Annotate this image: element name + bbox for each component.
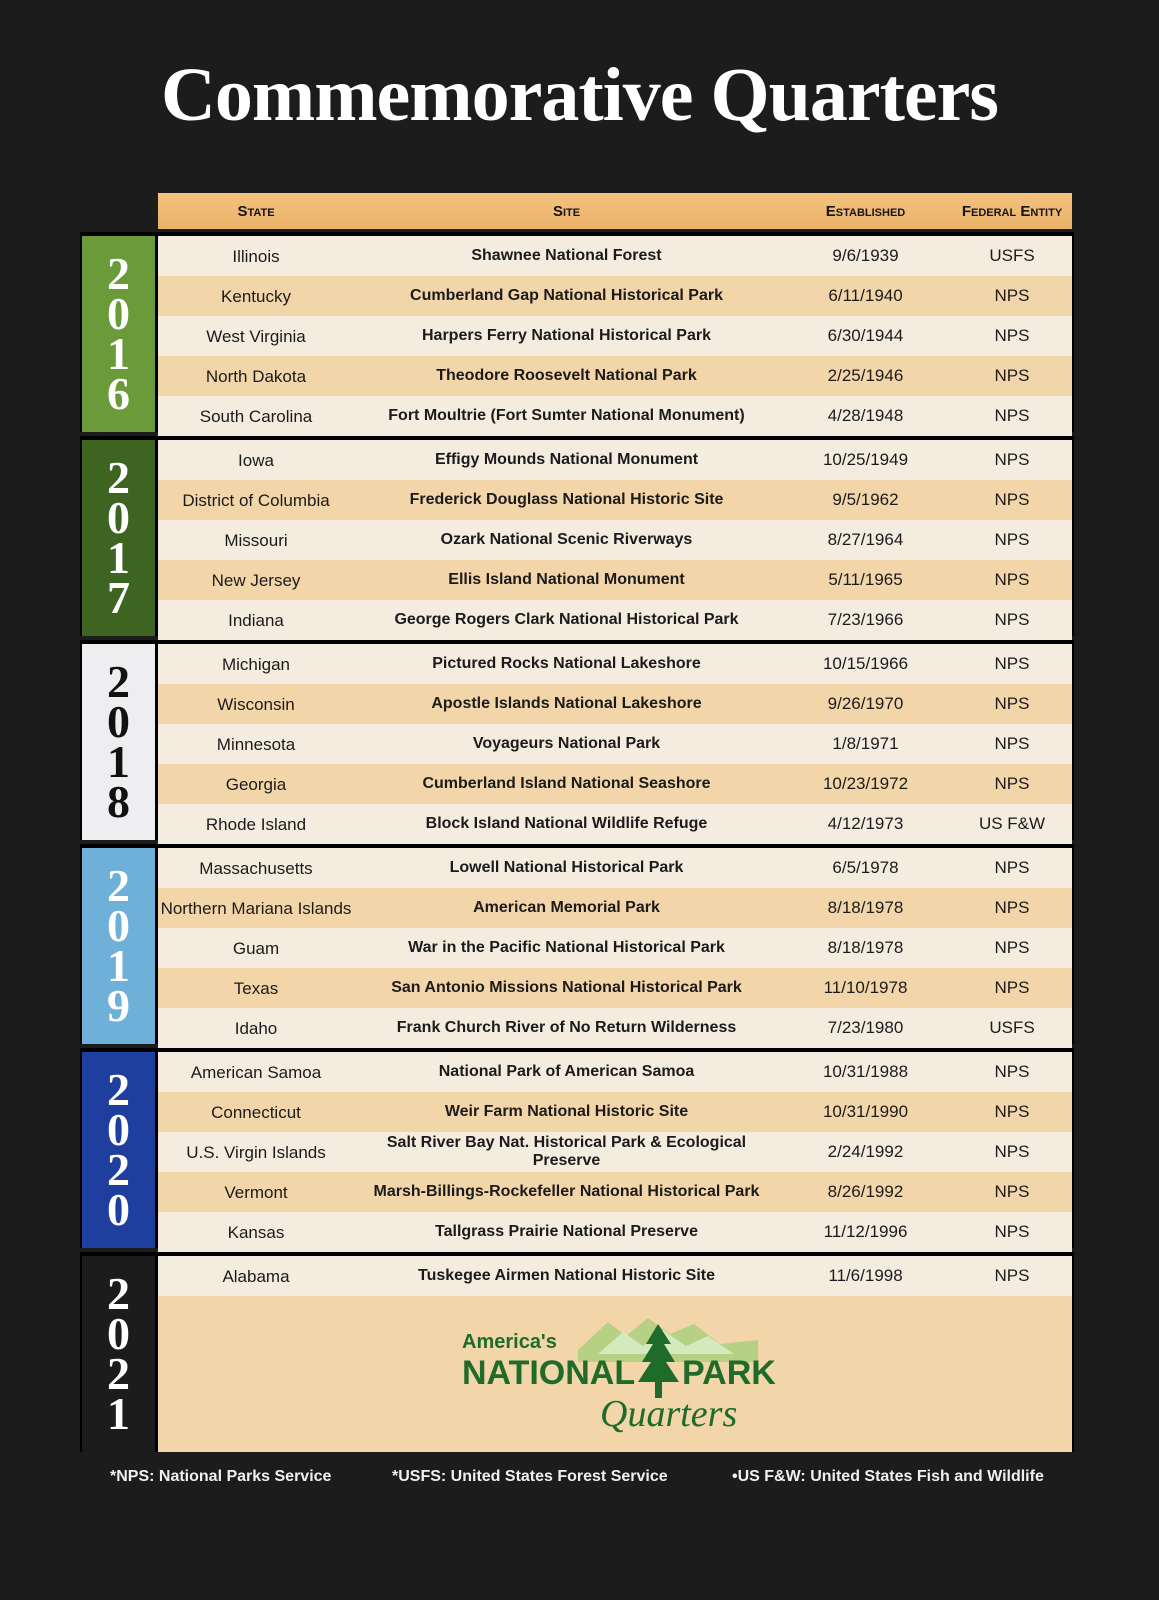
table-row [158, 1172, 1072, 1212]
state-cell: Texas [233, 978, 279, 998]
state-cell: Alabama [222, 1266, 290, 1286]
column-header-state: State [237, 202, 275, 220]
page-title: Commemorative Quarters [161, 53, 998, 137]
table-row [158, 440, 1072, 480]
year-digit: 2 [107, 1144, 130, 1195]
year-digit: 2 [107, 1268, 130, 1319]
table-row [158, 600, 1072, 640]
federal-entity-cell: NPS [994, 1062, 1030, 1081]
site-cell: Marsh-Billings-Rockefeller National Historical Park [373, 1183, 760, 1200]
state-cell: Indiana [228, 610, 284, 630]
federal-entity-cell: NPS [994, 450, 1030, 469]
year-digit: 0 [107, 1184, 130, 1235]
state-cell: Rhode Island [205, 814, 307, 834]
table-row [158, 1212, 1072, 1252]
federal-entity-cell: NPS [994, 1142, 1030, 1161]
site-cell: Weir Farm National Historic Site [444, 1103, 689, 1120]
established-cell: 5/11/1965 [828, 570, 903, 589]
table-row [158, 968, 1072, 1008]
year-label [82, 1256, 155, 1452]
table-row [158, 684, 1072, 724]
table-row [158, 888, 1072, 928]
federal-entity-cell: USFS [989, 246, 1035, 265]
federal-entity-cell: NPS [994, 286, 1030, 305]
site-cell: Ozark National Scenic Riverways [440, 531, 693, 548]
federal-entity-cell: NPS [994, 654, 1030, 673]
state-cell: North Dakota [205, 366, 307, 386]
state-cell: U.S. Virgin Islands [186, 1142, 326, 1162]
site-cell: Lowell National Historical Park [449, 859, 684, 876]
table-row [158, 356, 1072, 396]
state-cell: Wisconsin [217, 694, 295, 714]
established-cell: 1/8/1971 [832, 734, 899, 753]
established-cell: 8/27/1964 [827, 530, 904, 549]
year-group-2019 [80, 844, 1074, 1044]
site-cell: Frank Church River of No Return Wilderness [396, 1019, 737, 1036]
site-cell: Tuskegee Airmen National Historic Site [418, 1267, 715, 1284]
federal-entity-cell: NPS [994, 1222, 1030, 1241]
year-label [82, 440, 155, 636]
table-row [158, 1132, 1072, 1172]
federal-entity-cell: NPS [994, 490, 1030, 509]
table-row [158, 276, 1072, 316]
established-cell: 2/25/1946 [827, 366, 904, 385]
footnote-usfs: *USFS: United States Forest Service [392, 1468, 668, 1485]
site-cell: Salt River Bay Nat. Historical Park & Ecological Preserve [386, 1134, 747, 1169]
federal-entity-cell: USFS [989, 1018, 1035, 1037]
established-cell: 7/23/1966 [827, 610, 904, 629]
federal-entity-cell: NPS [994, 570, 1030, 589]
state-cell: New Jersey [211, 570, 301, 590]
footnotes [0, 1468, 1159, 1492]
state-cell: Iowa [238, 450, 274, 470]
table-row [158, 1092, 1072, 1132]
logo-line2a: NATIONAL [462, 1354, 636, 1392]
year-digit: 1 [107, 532, 130, 583]
federal-entity-cell: NPS [994, 406, 1030, 425]
established-cell: 8/18/1978 [827, 898, 904, 917]
year-digit: 1 [107, 940, 130, 991]
year-digit: 2 [107, 1348, 130, 1399]
table-row [158, 724, 1072, 764]
established-cell: 10/23/1972 [822, 774, 909, 793]
established-cell: 10/31/1990 [822, 1102, 909, 1121]
site-cell: Cumberland Island National Seashore [422, 775, 711, 792]
year-label [82, 236, 155, 432]
row-list [158, 236, 1072, 436]
site-cell: Voyageurs National Park [472, 735, 661, 752]
year-group-2021 [80, 1252, 1074, 1452]
state-cell: District of Columbia [182, 490, 330, 510]
site-cell: Tallgrass Prairie National Preserve [435, 1223, 698, 1240]
row-list [158, 848, 1072, 1048]
row-list [158, 1052, 1072, 1252]
year-group-2018 [80, 640, 1074, 840]
state-cell: Georgia [225, 774, 287, 794]
established-cell: 11/10/1978 [823, 978, 908, 997]
national-park-quarters-logo [458, 1310, 778, 1442]
table-row [158, 928, 1072, 968]
year-label [82, 848, 155, 1044]
federal-entity-cell: NPS [994, 366, 1030, 385]
state-cell: Minnesota [216, 734, 296, 754]
federal-entity-cell: NPS [994, 938, 1030, 957]
year-digit: 0 [107, 1104, 130, 1155]
table-row [158, 644, 1072, 684]
site-cell: Block Island National Wildlife Refuge [425, 815, 708, 832]
federal-entity-cell: NPS [994, 530, 1030, 549]
year-label [82, 1052, 155, 1248]
column-header-federal-entity: Federal Entity [961, 202, 1063, 220]
established-cell: 9/26/1970 [827, 694, 904, 713]
site-cell: Pictured Rocks National Lakeshore [432, 655, 701, 672]
year-digit: 2 [107, 656, 130, 707]
established-cell: 6/30/1944 [827, 326, 904, 345]
established-cell: 4/28/1948 [827, 406, 904, 425]
site-cell: San Antonio Missions National Historical Park [391, 979, 742, 996]
table-row [158, 396, 1072, 436]
federal-entity-cell: NPS [994, 898, 1030, 917]
year-digit: 0 [107, 900, 130, 951]
federal-entity-cell: NPS [994, 1182, 1030, 1201]
site-cell: George Rogers Clark National Historical Park [394, 611, 739, 628]
table-row [158, 480, 1072, 520]
site-cell: Shawnee National Forest [471, 247, 662, 264]
site-cell: Apostle Islands National Lakeshore [431, 695, 702, 712]
federal-entity-cell: NPS [994, 1102, 1030, 1121]
year-digit: 0 [107, 288, 130, 339]
state-cell: Connecticut [211, 1102, 301, 1122]
federal-entity-cell: NPS [994, 1266, 1030, 1285]
year-digit: 0 [107, 1308, 130, 1359]
year-digit: 9 [107, 980, 130, 1031]
table-row [158, 316, 1072, 356]
state-cell: Vermont [224, 1182, 288, 1202]
table-row [158, 764, 1072, 804]
site-cell: War in the Pacific National Historical Park [408, 939, 725, 956]
row-list [158, 440, 1072, 640]
state-cell: Northern Mariana Islands [160, 898, 352, 918]
federal-entity-cell: NPS [994, 734, 1030, 753]
logo-line2b: PARK [682, 1354, 776, 1392]
site-cell: Harpers Ferry National Historical Park [421, 327, 711, 344]
established-cell: 6/11/1940 [828, 286, 903, 305]
state-cell: South Carolina [199, 406, 313, 426]
state-cell: Idaho [234, 1018, 278, 1038]
federal-entity-cell: NPS [994, 326, 1030, 345]
logo-area [158, 1296, 1072, 1452]
year-digit: 7 [107, 572, 130, 623]
site-cell: Effigy Mounds National Monument [434, 451, 699, 468]
row-list [158, 644, 1072, 844]
year-label [82, 644, 155, 840]
federal-entity-cell: NPS [994, 774, 1030, 793]
year-digit: 1 [107, 736, 130, 787]
year-group-2017 [80, 436, 1074, 636]
table-row [158, 1008, 1072, 1048]
state-cell: Kansas [227, 1222, 285, 1242]
site-cell: Theodore Roosevelt National Park [436, 367, 697, 384]
established-cell: 9/5/1962 [832, 490, 899, 509]
established-cell: 2/24/1992 [827, 1142, 904, 1161]
site-cell: Cumberland Gap National Historical Park [410, 287, 723, 304]
established-cell: 7/23/1980 [827, 1018, 904, 1037]
footnote-usfw: •US F&W: United States Fish and Wildlife [732, 1468, 1044, 1485]
table-row [158, 804, 1072, 844]
logo-line1: America's [462, 1331, 557, 1353]
site-cell: American Memorial Park [473, 899, 660, 916]
federal-entity-cell: NPS [994, 610, 1030, 629]
site-cell: Frederick Douglass National Historic Site [409, 491, 724, 508]
established-cell: 4/12/1973 [827, 814, 904, 833]
year-digit: 6 [107, 368, 130, 419]
column-header-site: Site [552, 202, 581, 220]
federal-entity-cell: NPS [994, 978, 1030, 997]
state-cell: West Virginia [206, 326, 306, 346]
state-cell: Kentucky [221, 286, 291, 306]
table-header [158, 193, 1072, 229]
footnote-nps: *NPS: National Parks Service [110, 1468, 332, 1485]
established-cell: 8/26/1992 [827, 1182, 904, 1201]
table-row [158, 236, 1072, 276]
table-row [158, 520, 1072, 560]
state-cell: Illinois [232, 246, 280, 266]
established-cell: 9/6/1939 [832, 246, 899, 265]
state-cell: American Samoa [190, 1062, 322, 1082]
table-row [158, 560, 1072, 600]
year-digit: 2 [107, 248, 130, 299]
federal-entity-cell: NPS [994, 694, 1030, 713]
site-cell: National Park of American Samoa [438, 1063, 695, 1080]
table-row [158, 1256, 1072, 1296]
site-cell: Ellis Island National Monument [448, 571, 685, 588]
state-cell: Guam [232, 938, 280, 958]
established-cell: 10/15/1966 [822, 654, 909, 673]
table-row [158, 848, 1072, 888]
year-digit: 0 [107, 696, 130, 747]
established-cell: 10/31/1988 [822, 1062, 909, 1081]
logo-line3: Quarters [600, 1393, 738, 1435]
state-cell: Michigan [221, 654, 291, 674]
year-group-2020 [80, 1048, 1074, 1248]
year-digit: 2 [107, 452, 130, 503]
federal-entity-cell: NPS [994, 858, 1030, 877]
column-header-established: Established [825, 202, 906, 220]
state-cell: Missouri [224, 530, 288, 550]
established-cell: 6/5/1978 [832, 858, 899, 877]
year-digit: 2 [107, 860, 130, 911]
year-digit: 0 [107, 492, 130, 543]
year-digit: 2 [107, 1064, 130, 1115]
state-cell: Massachusetts [199, 858, 313, 878]
site-cell: Fort Moultrie (Fort Sumter National Monument) [388, 407, 745, 424]
year-digit: 1 [107, 328, 130, 379]
established-cell: 11/12/1996 [823, 1222, 908, 1241]
year-digit: 8 [107, 776, 130, 827]
year-digit: 1 [107, 1388, 130, 1439]
year-group-2016 [80, 232, 1074, 432]
table-row [158, 1052, 1072, 1092]
row-list [158, 1256, 1072, 1296]
established-cell: 10/25/1949 [822, 450, 909, 469]
established-cell: 8/18/1978 [827, 938, 904, 957]
federal-entity-cell: US F&W [978, 814, 1046, 833]
established-cell: 11/6/1998 [828, 1266, 903, 1285]
